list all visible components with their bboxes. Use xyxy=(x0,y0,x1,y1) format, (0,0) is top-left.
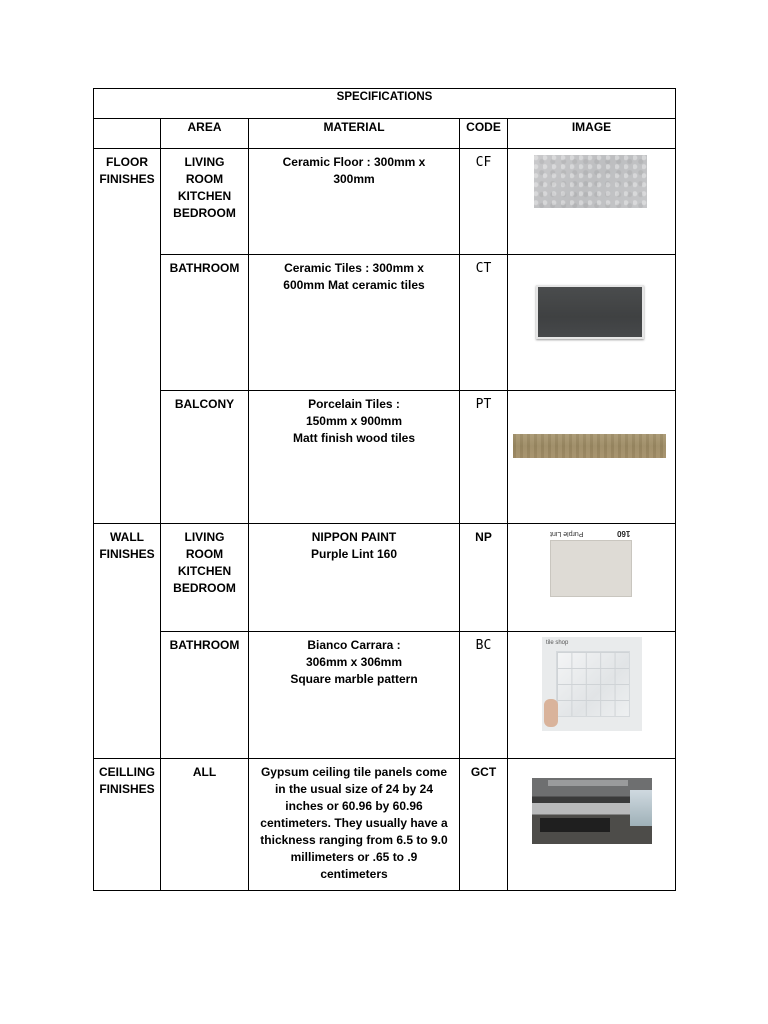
material-line: Purple Lint 160 xyxy=(310,547,398,561)
table-row xyxy=(94,759,676,891)
code-cell: GCT xyxy=(460,759,508,891)
area-line: LIVING xyxy=(184,530,225,544)
marble-swatch-label: tile shop xyxy=(546,640,569,646)
image-cell xyxy=(508,524,676,632)
group-label-line: FINISHES xyxy=(99,547,155,561)
material-line: centimeters xyxy=(320,867,388,881)
material-line: Bianco Carrara : xyxy=(307,638,401,652)
paint-swatch xyxy=(548,530,632,598)
ceiling-photo xyxy=(532,778,652,844)
area-line: BEDROOM xyxy=(173,581,236,595)
material-line: Gypsum ceiling tile panels come xyxy=(260,765,448,779)
group-label-line: FINISHES xyxy=(99,782,155,796)
code-cell: CT xyxy=(460,255,508,391)
area-cell xyxy=(161,632,249,759)
table-title: SPECIFICATIONS xyxy=(94,89,676,119)
group-label-line: FINISHES xyxy=(99,172,155,186)
material-line: Matt finish wood tiles xyxy=(293,431,415,445)
material-line: 150mm x 900mm xyxy=(305,414,403,428)
image-cell xyxy=(508,632,676,759)
header-category xyxy=(94,119,161,149)
hand-holding-tile xyxy=(544,699,558,727)
material-cell xyxy=(249,632,460,759)
area-line: ROOM xyxy=(185,547,224,561)
group-label-line: FLOOR xyxy=(106,155,148,169)
area-line: LIVING xyxy=(184,155,225,169)
marble-swatch xyxy=(542,637,642,731)
header-area: AREA xyxy=(161,119,249,149)
image-cell xyxy=(508,255,676,391)
material-line: Porcelain Tiles : xyxy=(308,397,400,411)
ceiling-light-strip xyxy=(548,780,628,786)
group-wall-finishes xyxy=(94,524,161,632)
code-cell: BC xyxy=(460,632,508,759)
header-code: CODE xyxy=(460,119,508,149)
material-line: thickness ranging from 6.5 to 9.0 xyxy=(260,833,448,847)
material-line: 300mm xyxy=(333,172,375,186)
area-cell xyxy=(161,524,249,632)
ceramic-floor-swatch xyxy=(534,155,647,208)
table-row xyxy=(94,632,676,759)
area-cell xyxy=(161,255,249,391)
kitchen-counter xyxy=(540,818,610,832)
material-line: inches or 60.96 by 60.96 xyxy=(285,799,423,813)
material-line: centimeters. They usually have a xyxy=(260,816,448,830)
group-wall-finishes-continued xyxy=(94,632,161,759)
header-image: IMAGE xyxy=(508,119,676,149)
area-cell xyxy=(161,759,249,891)
area-line: BALCONY xyxy=(174,397,235,411)
material-line: Ceramic Tiles : 300mm x xyxy=(284,261,424,275)
material-line: NIPPON PAINT xyxy=(311,530,397,544)
paint-swatch-code: 160 xyxy=(616,529,630,538)
group-ceiling-finishes xyxy=(94,759,161,891)
ceramic-tile-swatch xyxy=(536,285,644,339)
area-line: KITCHEN xyxy=(177,189,232,203)
area-line: ALL xyxy=(192,765,217,779)
area-line: BATHROOM xyxy=(169,261,240,275)
marble-tile-grid xyxy=(556,651,630,717)
group-label-line: WALL xyxy=(110,530,144,544)
material-line: in the usual size of 24 by 24 xyxy=(274,782,434,796)
code-cell: PT xyxy=(460,391,508,524)
code-cell: CF xyxy=(460,149,508,255)
material-line: 306mm x 306mm xyxy=(305,655,403,669)
material-cell xyxy=(249,391,460,524)
image-cell xyxy=(508,759,676,891)
table-row xyxy=(94,524,676,632)
area-cell xyxy=(161,149,249,255)
area-cell xyxy=(161,391,249,524)
material-cell xyxy=(249,255,460,391)
area-line: BEDROOM xyxy=(173,206,236,220)
material-cell xyxy=(249,524,460,632)
group-floor-finishes xyxy=(94,149,161,255)
material-line: Ceramic Floor : 300mm x xyxy=(282,155,426,169)
area-line: KITCHEN xyxy=(177,564,232,578)
material-cell xyxy=(249,149,460,255)
group-floor-finishes-continued xyxy=(94,391,161,524)
group-label-line: CEILLING xyxy=(99,765,155,779)
specifications-table xyxy=(93,88,676,891)
paint-swatch-label: Purple Lint xyxy=(550,530,584,537)
table-row xyxy=(94,255,676,391)
header-material: MATERIAL xyxy=(249,119,460,149)
material-cell xyxy=(249,759,460,891)
area-line: ROOM xyxy=(185,172,224,186)
image-cell xyxy=(508,391,676,524)
material-line: Square marble pattern xyxy=(290,672,418,686)
image-cell xyxy=(508,149,676,255)
table-row xyxy=(94,391,676,524)
window-view xyxy=(630,790,652,826)
table-row xyxy=(94,149,676,255)
group-floor-finishes-continued xyxy=(94,255,161,391)
material-line: 600mm Mat ceramic tiles xyxy=(283,278,425,292)
code-cell: NP xyxy=(460,524,508,632)
paint-color-sample xyxy=(550,540,632,597)
wood-tile-swatch xyxy=(513,434,666,458)
area-line: BATHROOM xyxy=(169,638,240,652)
material-line: millimeters or .65 to .9 xyxy=(290,850,418,864)
